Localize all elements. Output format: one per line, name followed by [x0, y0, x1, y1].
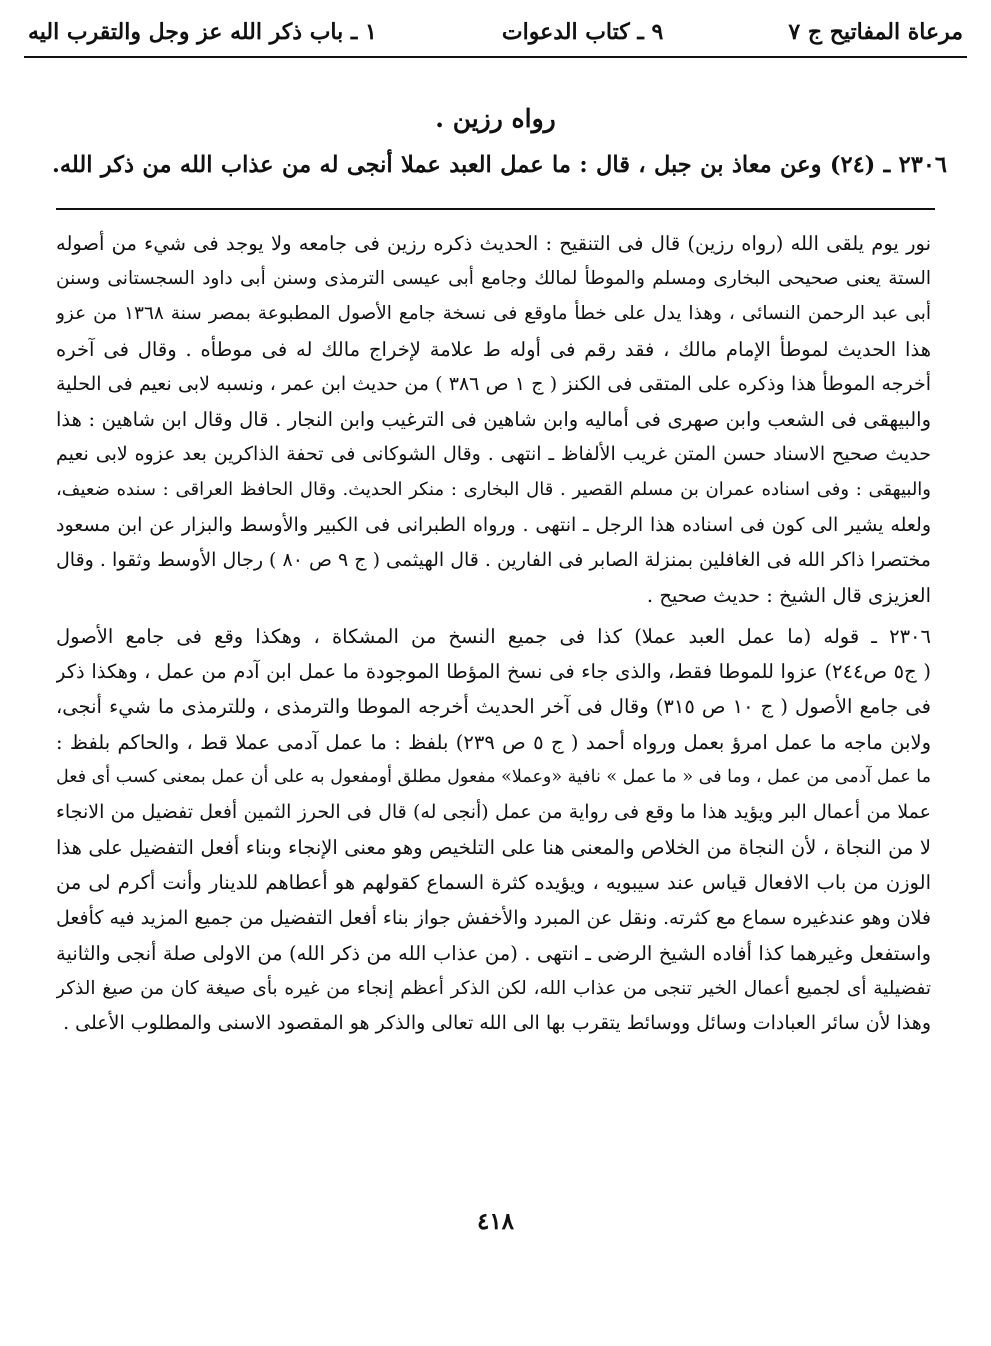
commentary-line: نور يوم يلقى الله (رواه رزين) قال فى التنقيح : الحديث ذكره رزين فى جامعه ولا يوجد فى شيء من أصوله — [56, 232, 931, 255]
header-book-title: مرعاة المفاتيح ج ٧ — [788, 19, 963, 45]
commentary-line: فى جامع الأصول ( ج ١٠ ص ٣١٥) وقال فى آخر الحديث أخرجه الموطا والترمذى ، وللترمذى ما شيء أنجى، — [56, 695, 931, 719]
commentary-line: ما عمل آدمى من عمل ، وما فى « ما عمل » نافية «وعملا» مفعول مطلق أومفعول به على أن عمل بمعنى كسب أى فعل — [56, 766, 931, 787]
commentary-line: لا من النجاة ، لأن النجاة من الخلاص والمعنى هنا على التلخيص وهو معنى الإنجاء وبناء أفعل التفضيل على هذا — [56, 836, 931, 860]
commentary-line: ( ج٥ ص٢٤٤) عزوا للموطا فقط، والذى جاء فى نسخ المؤطا الموجودة ما عمل ابن آدم من عمل ، وهكذا ذكر — [56, 660, 931, 684]
commentary-line: ولابن ماجه ما عمل امرؤ بعمل ورواه أحمد ( ج ٥ ص ٢٣٩) بلفظ : ما عمل آدمى عملا قط ، والحاكم بلفظ : — [56, 730, 931, 754]
header-kitab: ٩ ـ كتاب الدعوات — [501, 19, 664, 45]
commentary-line: الوزن من باب الافعال قياس عند سيبويه ، ويؤيده كثرة السماع كقولهم هو أعطاهم للدينار وأنت أكرم لى من — [56, 871, 931, 895]
commentary-line: أخرجه الموطأ هذا وذكره على المتقى فى الكنز ( ج ١ ص ٣٨٦ ) من حديث ابن عمر ، ونسبه لابى نعيم فى الحلية — [56, 372, 931, 395]
commentary-line: ٢٣٠٦ ـ قوله (ما عمل العبد عملا) كذا فى جميع النسخ من المشكاة ، وهكذا وقع فى جامع الأصول — [56, 625, 931, 649]
commentary-line: تفضيلية أى لجميع أعمال الخير تنجى من عذاب الله، لكن الذكر أعظم إنجاء من غيره بأى صيغة كان من صيغ الذكر — [56, 977, 931, 999]
commentary-line: والبيهقى : وفى اسناده عمران بن مسلم القصير . قال البخارى : منكر الحديث. وقال الحافظ العراقى : سنده ضعيف، — [56, 479, 931, 501]
commentary-line: حديث صحيح الاسناد حسن المتن غريب الألفاظ ـ انتهى . وقال الشوكانى فى تحفة الذاكرين بعد عزوه لابى نعيم — [56, 443, 931, 466]
commentary-line: الستة يعنى صحيحى البخارى ومسلم والموطأ لمالك وجامع أبى عيسى الترمذى وسنن أبى داود السجستانى وسنن — [56, 268, 931, 290]
commentary-line: العزيزى قال الشيخ : حديث صحيح . — [646, 583, 931, 607]
commentary-line: وهذا لأن سائر العبادات وسائل ووسائط يتقرب بها الى الله تعالى والذكر هو المقصود الاسنى والمطلوب الأعلى . — [63, 1012, 931, 1035]
running-header — [28, 14, 963, 50]
commentary-line: واستفعل وغيرهما كذا أفاده الشيخ الرضى ـ انتهى . (من عذاب الله من ذكر الله) من الاولى صلة أنجى والثانية — [56, 941, 931, 965]
commentary-line: مختصرا ذاكر الله فى الغافلين بمنزلة الصابر فى الفارين . قال الهيثمى ( ج ٩ ص ٨٠ ) رجال الأوسط وثقوا . وقال — [56, 548, 931, 571]
commentary-line: هذا الحديث لموطأ الإمام مالك ، فقد رقم فى أوله ط علامة لإخراج مالك له فى موطأه . وقال فى آخره — [56, 337, 931, 361]
matn-commentary-divider — [56, 208, 935, 210]
commentary-line: ولعله يشير الى كون فى اسناده هذا الرجل ـ انتهى . ورواه الطبرانى فى الكبير والأوسط والبزار عن ابن مسعود — [56, 513, 931, 536]
commentary-line: أبى عبد الرحمن النسائى ، وهذا يدل على خطأ ماوقع فى نسخة جامع الأصول المطبوعة بمصر سنة ١٣٦٨ من عزو — [56, 303, 931, 325]
hadith-text: ٢٣٠٦ ـ (٢٤) وعن معاذ بن جبل ، قال : ما عمل العبد عملا أنجى له من عذاب الله من ذكر الله. — [52, 152, 947, 178]
commentary-line: عملا من أعمال البر ويؤيد هذا ما وقع فى رواية من عمل (أنجى له) قال فى الحرز الثمين أفعل تفضيل من الانجاء — [56, 801, 931, 823]
riwayah-line: رواه رزين . — [435, 104, 556, 133]
commentary-body — [56, 226, 931, 1041]
header-bab: ١ ـ باب ذكر الله عز وجل والتقرب اليه — [28, 19, 377, 45]
page-number: ٤١٨ — [476, 1208, 515, 1235]
commentary-line: فلان وهو عندغيره سماع مع كثرته. ونقل عن المبرد والأخفش جواز بناء أفعل التفضيل من جميع المزيد فيه كأفعل — [56, 906, 931, 929]
header-rule — [24, 56, 967, 58]
commentary-paragraph-1 — [56, 226, 931, 613]
commentary-line: والبيهقى فى الشعب وابن صهرى فى أماليه وابن شاهين فى الترغيب وابن النجار . قال وقال ابن شاهين : هذا — [56, 407, 931, 431]
commentary-paragraph-2 — [56, 619, 931, 1041]
